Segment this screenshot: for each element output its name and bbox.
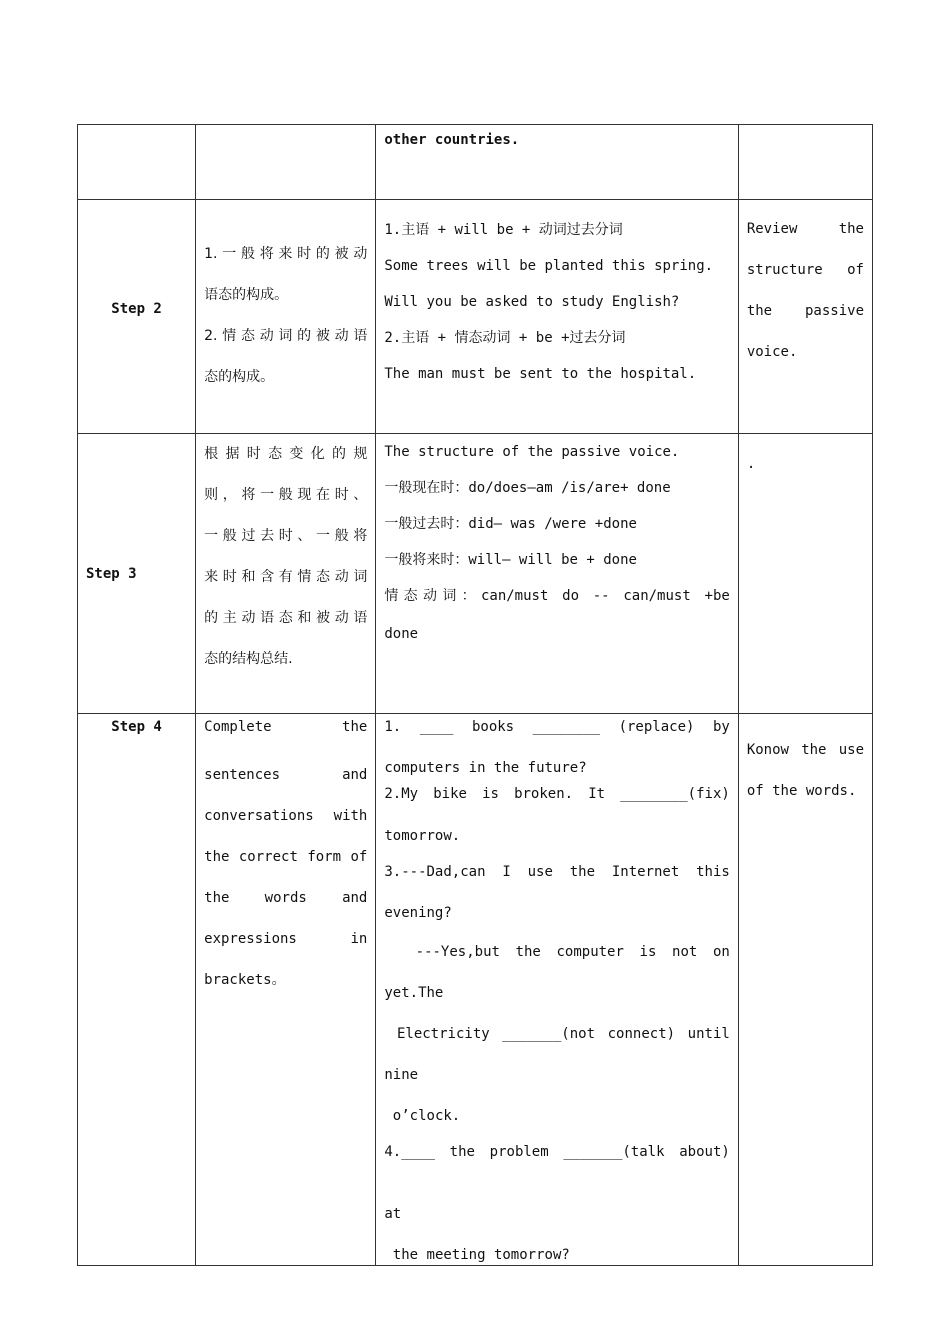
goal-line: sentences and (204, 767, 368, 783)
goal-line: 一般过去时、一般将 (204, 528, 368, 544)
content-line: Will you be asked to study English? (384, 294, 680, 310)
content-line: computers in the future? (384, 760, 587, 776)
table-row-step-2 (78, 200, 873, 434)
purpose-line: of the words. (746, 783, 857, 799)
table-row-step-3 (78, 434, 873, 714)
content-cell (376, 125, 738, 200)
goal-line: brackets。 (204, 972, 286, 988)
goal-cell (196, 714, 376, 1266)
purpose-cell (738, 714, 872, 1266)
goal-line: 2.情态动词的被动语 (204, 328, 368, 344)
content-cell (376, 200, 738, 434)
goal-line: Complete the (204, 719, 368, 735)
content-line: 一般将来时：will— will be + done (384, 552, 637, 568)
goal-line: 则，将一般现在时、 (204, 487, 368, 503)
goal-line: 1.一般将来时的被动 (204, 246, 368, 262)
content-line: 1.主语 + will be + 动词过去分词 (384, 222, 623, 238)
purpose-line: the passive (746, 303, 864, 319)
goal-line: 语态的构成。 (204, 287, 289, 303)
content-line: the meeting tomorrow? (384, 1247, 570, 1263)
goal-cell (196, 434, 376, 714)
content-line: other countries. (384, 132, 520, 148)
content-line: 2.My bike is broken. It ________(fix) (384, 786, 730, 802)
purpose-cell (738, 434, 872, 714)
purpose-line: Review the (746, 221, 864, 237)
content-line: The man must be sent to the hospital. (384, 366, 697, 382)
goal-line: the words and (204, 890, 368, 906)
content-line: 情态动词：can/must do -- can/must +be (384, 588, 730, 604)
content-line: done (384, 626, 419, 642)
goal-cell (196, 200, 376, 434)
content-line: 一般现在时：do/does—am /is/are+ done (384, 480, 671, 496)
step-label: Step 3 (86, 565, 137, 582)
step-cell (78, 434, 196, 714)
content-line: Electricity _______(not connect) until (384, 1026, 730, 1042)
purpose-line: Konow the use (746, 742, 864, 758)
content-line: 2.主语 + 情态动词 + be +过去分词 (384, 330, 626, 346)
goal-cell (196, 125, 376, 200)
step-label: Step 4 (111, 719, 162, 735)
goal-line: 来时和含有情态动词 (204, 569, 368, 585)
goal-line: 态的结构总结. (204, 651, 293, 667)
goal-line: 态的构成。 (204, 369, 275, 385)
content-line: tomorrow. (384, 828, 461, 844)
content-line: yet.The (384, 985, 444, 1001)
content-line: nine (384, 1067, 419, 1083)
content-line: Some trees will be planted this spring. (384, 258, 714, 274)
goal-line: expressions in (204, 931, 368, 947)
table-row-continued (78, 125, 873, 200)
content-line: 1. ____ books ________ (replace) by (384, 719, 730, 735)
goal-line: 根据时态变化的规 (204, 446, 368, 462)
content-line: o’clock. (384, 1108, 461, 1124)
step-cell (78, 125, 196, 200)
table-row-step-4 (78, 714, 873, 1266)
purpose-cell (738, 200, 872, 434)
content-line: 一般过去时：did— was /were +done (384, 516, 637, 532)
content-line: The structure of the passive voice. (384, 444, 680, 460)
step-cell (78, 200, 196, 434)
content-cell (376, 434, 738, 714)
step-label: Step 2 (111, 300, 162, 317)
purpose-cell (738, 125, 872, 200)
content-line: evening? (384, 905, 452, 921)
content-line: ---Yes,but the computer is not on (384, 944, 730, 960)
goal-line: conversations with (204, 808, 368, 824)
content-line: 4.____ the problem _______(talk about) at (384, 1144, 739, 1222)
purpose-line: structure of (746, 262, 864, 278)
content-cell (376, 714, 738, 1266)
step-cell (78, 714, 196, 1266)
purpose-line: voice. (746, 344, 798, 360)
goal-line: 的主动语态和被动语 (204, 610, 368, 626)
content-line: 3.---Dad,can I use the Internet this (384, 864, 730, 880)
lesson-plan-table (77, 124, 873, 1266)
goal-line: the correct form of (204, 849, 368, 865)
purpose-line: . (746, 456, 756, 472)
